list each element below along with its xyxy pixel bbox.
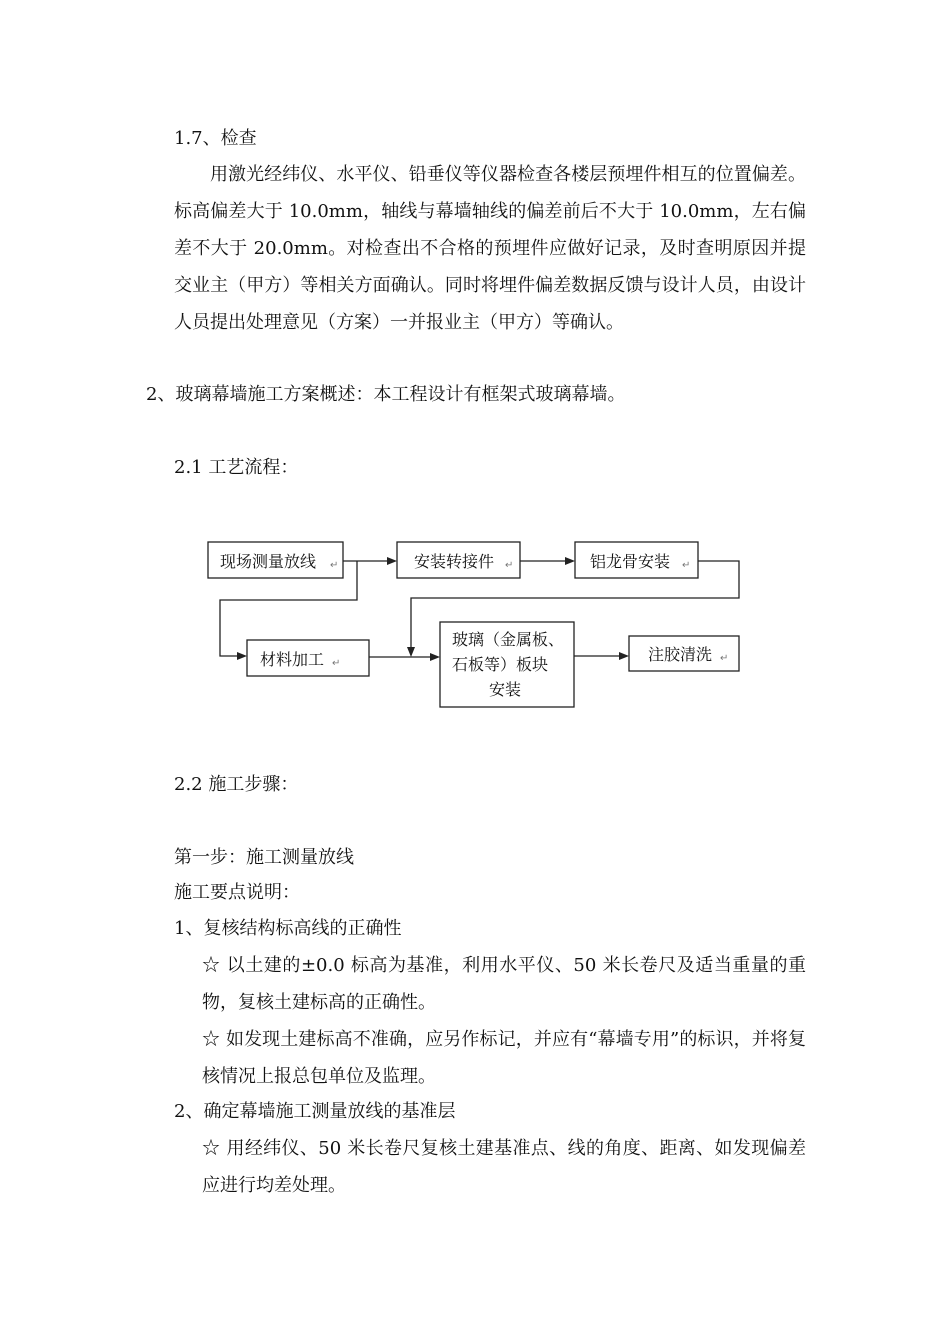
step-1-item-1-bullet-1: ☆ 以土建的±0.0 标高为基准，利用水平仪、50 米长卷尺及适当重量的重物，复核土建标高的正确性。 (202, 955, 806, 1013)
step-1-title: 第一步：施工测量放线 (174, 847, 354, 868)
section-1-7-body: 用激光经纬仪、水平仪、铅垂仪等仪器检查各楼层预埋件相互的位置偏差。标高偏差大于 10.0mm，轴线与幕墙轴线的偏差前后不大于 10.0mm，左右偏差不大于 20.0mm。对检查出不合格的预埋件应做好记录，及时查明原因并提交业主（甲方）等相关方面确认。同时将埋件偏差数据反馈与设计人员，由设计人员提出处理意见（方案）一并报业主（甲方）等确认。 (174, 164, 806, 333)
paragraph-mark: ↵ (720, 653, 729, 664)
section-heading-2-2: 2.2 施工步骤： (174, 774, 299, 795)
arrow-head (237, 652, 247, 660)
section-heading-2-1: 2.1 工艺流程： (174, 457, 299, 478)
flow-box-label-line3: 安装 (489, 680, 522, 699)
arrow-head (565, 557, 575, 565)
step-1-item-2-title: 2、确定幕墙施工测量放线的基准层 (174, 1101, 456, 1122)
arrow-head (387, 557, 397, 565)
construction-notes-heading: 施工要点说明： (174, 882, 300, 903)
paragraph-mark: ↵ (505, 560, 514, 571)
paragraph-mark: ↵ (682, 560, 691, 571)
flow-box-label: 铝龙骨安装 (590, 552, 671, 571)
paragraph-mark: ↵ (332, 658, 341, 669)
paragraph-mark: ↵ (330, 560, 339, 571)
step-1-item-1-title: 1、复核结构标高线的正确性 (174, 918, 402, 939)
flow-box-label: 注胶清洗 (648, 645, 713, 664)
arrow-head (407, 647, 415, 657)
arrow-head (430, 653, 440, 661)
section-heading-2: 2、玻璃幕墙施工方案概述：本工程设计有框架式玻璃幕墙。 (146, 384, 626, 405)
flow-box-label-line1: 玻璃（金属板、 (452, 630, 565, 649)
flow-box-label-line2: 石板等）板块 (452, 655, 549, 674)
section-heading-1-7: 1.7、检查 (174, 128, 257, 149)
flow-box-label: 材料加工 (260, 650, 325, 669)
flow-box-label: 安装转接件 (414, 552, 495, 571)
step-1-item-2-bullet-1: ☆ 用经纬仪、50 米长卷尺复核土建基准点、线的角度、距离、如发现偏差应进行均差处理。 (202, 1138, 806, 1196)
flow-box-label: 现场测量放线 (220, 552, 317, 571)
step-1-item-1-bullet-2: ☆ 如发现土建标高不准确，应另作标记，并应有“幕墙专用”的标识，并将复核情况上报总包单位及监理。 (202, 1029, 806, 1087)
arrow-head (619, 652, 629, 660)
